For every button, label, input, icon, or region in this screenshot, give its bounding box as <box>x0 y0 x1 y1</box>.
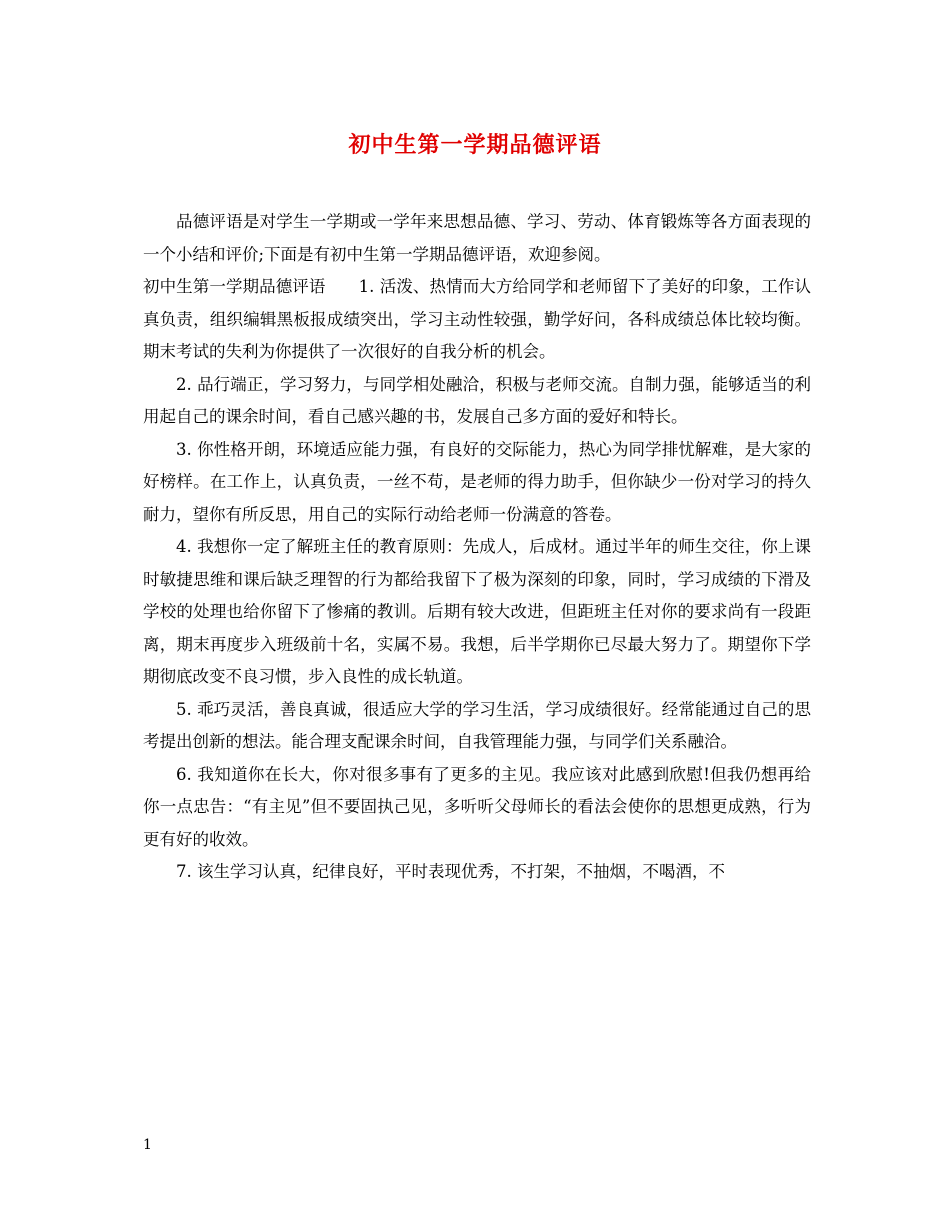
document-body <box>143 206 811 889</box>
item-paragraph-3: 3. 你性格开朗，环境适应能力强，有良好的交际能力，热心为同学排忧解难，是大家的好榜样。在工作上，认真负责，一丝不苟，是老师的得力助手，但你缺少一份对学习的持久耐力，望你有所反思，用自己的实际行动给老师一份满意的答卷。 <box>143 439 811 524</box>
page-number: 1 <box>143 1137 152 1153</box>
page-title: 初中生第一学期品德评语 <box>348 132 602 158</box>
intro-paragraph: 品德评语是对学生一学期或一学年来思想品德、学习、劳动、体育锻炼等各方面表现的一个小结和评价;下面是有初中生第一学期品德评语，欢迎参阅。 <box>143 212 811 264</box>
subheading-paragraph: 初中生第一学期品德评语 1. 活泼、热情而大方给同学和老师留下了美好的印象，工作认真负责，组织编辑黑板报成绩突出，学习主动性较强，勤学好问，各科成绩总体比较均衡。期末考试的失利为你提供了一次很好的自我分析的机会。 <box>143 277 811 361</box>
item-paragraph-7: 7. 该生学习认真，纪律良好，平时表现优秀，不打架，不抽烟，不喝酒，不 <box>176 862 725 881</box>
item-paragraph-6: 6. 我知道你在长大，你对很多事有了更多的主见。我应该对此感到欣慰!但我仍想再给你一点忠告：“有主见”但不要固执己见，多听听父母师长的看法会使你的思想更成熟，行为更有好的收效。 <box>143 764 811 849</box>
item-paragraph-2: 2. 品行端正，学习努力，与同学相处融洽，积极与老师交流。自制力强，能够适当的利用起自己的课余时间，看自己感兴趣的书，发展自己多方面的爱好和特长。 <box>143 374 811 426</box>
item-paragraph-4: 4. 我想你一定了解班主任的教育原则：先成人，后成材。通过半年的师生交往，你上课时敏捷思维和课后缺乏理智的行为都给我留下了极为深刻的印象，同时，学习成绩的下滑及学校的处理也给你留下了惨痛的教训。后期有较大改进，但距班主任对你的要求尚有一段距离，期末再度步入班级前十名，实属不易。我想，后半学期你已尽最大努力了。期望你下学期彻底改变不良习惯，步入良性的成长轨道。 <box>143 537 811 686</box>
item-paragraph-5: 5. 乖巧灵活，善良真诚，很适应大学的学习生活，学习成绩很好。经常能通过自己的思考提出创新的想法。能合理支配课余时间，自我管理能力强，与同学们关系融洽。 <box>143 699 811 751</box>
